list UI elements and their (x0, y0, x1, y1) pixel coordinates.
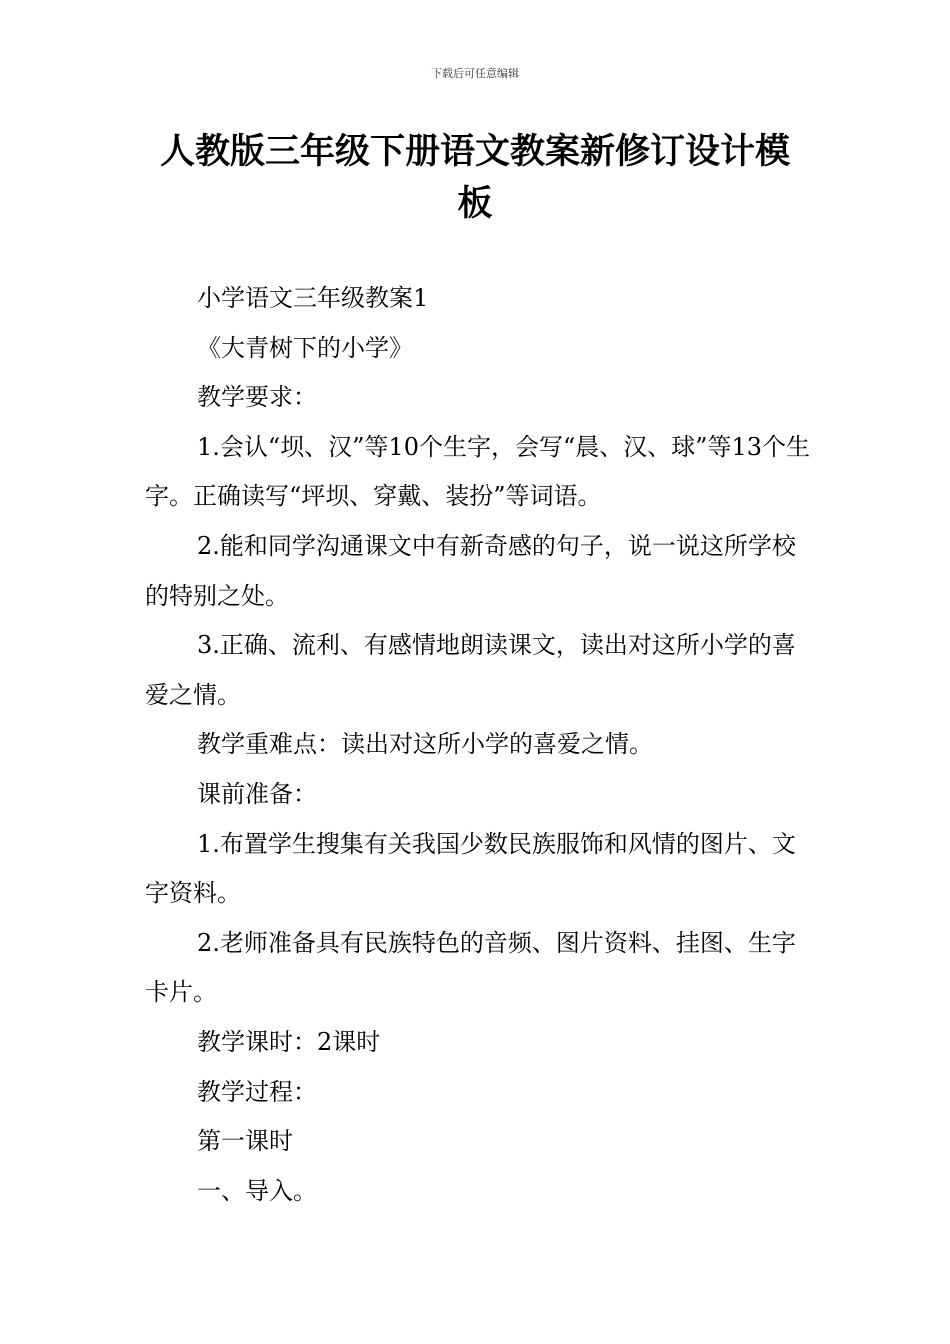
document-title-line-2: 板 (457, 184, 493, 224)
paragraph-requirement-3: 3.正确、流利、有感情地朗读课文，读出对这所小学的喜爱之情。 (145, 631, 796, 709)
document-body (145, 274, 815, 1216)
document-title (150, 126, 800, 230)
paragraph-requirements-heading: 教学要求： (197, 383, 317, 412)
paragraph-lesson-plan-label: 小学语文三年级教案1 (197, 284, 429, 312)
paragraph-process-heading: 教学过程： (197, 1077, 317, 1106)
paragraph-preparation-heading: 课前准备： (197, 779, 317, 808)
paragraph-first-lesson: 第一课时 (197, 1127, 293, 1156)
paragraph-introduction: 一、导入。 (197, 1176, 317, 1205)
paragraph-requirement-2: 2.能和同学沟通课文中有新奇感的句子，说一说这所学校的特别之处。 (145, 531, 796, 610)
paragraph-preparation-2: 2.老师准备具有民族特色的音频、图片资料、挂图、生字卡片。 (145, 928, 796, 1007)
document-title-line-1: 人教版三年级下册语文教案新修订设计模 (159, 132, 790, 172)
paragraph-lesson-title: 《大青树下的小学》 (197, 333, 413, 362)
paragraph-preparation-1: 1.布置学生搜集有关我国少数民族服饰和风情的图片、文字资料。 (145, 829, 796, 908)
paragraph-class-hours: 教学课时：2课时 (197, 1027, 381, 1056)
header-note: 下载后可任意编辑 (431, 67, 519, 80)
paragraph-key-points: 教学重难点：读出对这所小学的喜爱之情。 (197, 730, 653, 759)
paragraph-requirement-1: 1.会认“坝、汉”等10个生字，会写“晨、汉、球”等13个生字。正确读写“坪坝、穿戴、装扮”等词语。 (145, 432, 811, 511)
